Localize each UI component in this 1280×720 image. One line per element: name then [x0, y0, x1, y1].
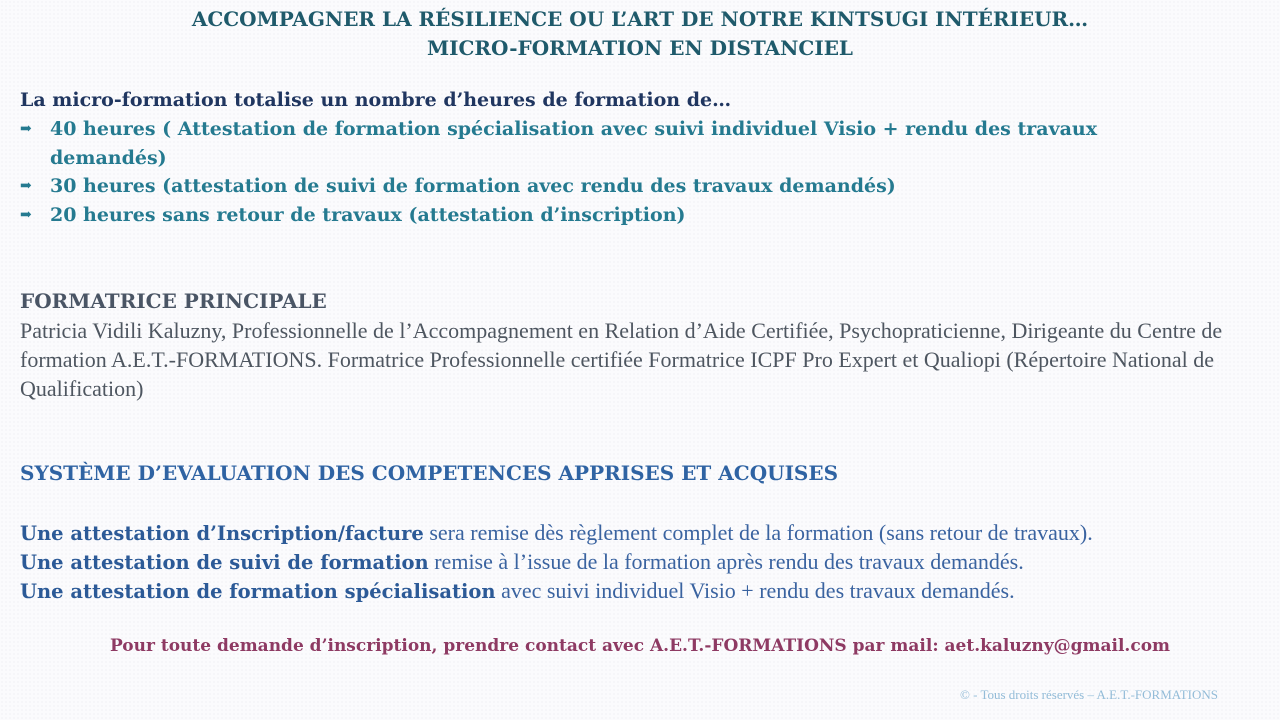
list-item — [20, 115, 1220, 172]
attestation-title: Une attestation d’Inscription/facture — [20, 522, 424, 545]
page-title-line-2: MICRO-FORMATION EN DISTANCIEL — [427, 36, 853, 60]
copyright-notice: © - Tous droits réservés – A.E.T.-FORMATIONS — [959, 687, 1218, 702]
hours-item-text: 30 heures (attestation de suivi de formation avec rendu des travaux demandés) — [50, 175, 896, 197]
hours-intro: La micro-formation totalise un nombre d’heures de formation de… — [20, 89, 732, 111]
formatrice-description: Patricia Vidili Kaluzny, Professionnelle de l’Accompagnement en Relation d’Aide Certifiée, Psychopraticienne, Dirigeante du Centre de formation A.E.T.-FORMATIONS. Formatrice Professionnelle certifiée Formatrice ICPF Pro Expert et Qualiopi (Répertoire National de Qualification) — [20, 318, 1223, 401]
attestation-title: Une attestation de formation spécialisation — [20, 580, 496, 603]
evaluation-heading: SYSTÈME D’EVALUATION DES COMPETENCES APPRISES ET ACQUISES — [20, 461, 839, 485]
attestation-detail: avec suivi individuel Visio + rendu des travaux demandés. — [495, 578, 1015, 603]
list-item — [20, 172, 1220, 201]
attestation-line — [20, 518, 1093, 548]
hours-item-text: 40 heures ( Attestation de formation spécialisation avec suivi individuel Visio + rendu des travaux demandés) — [50, 118, 1098, 169]
attestation-title: Une attestation de suivi de formation — [20, 551, 429, 574]
list-item — [20, 201, 1220, 230]
formatrice-heading: FORMATRICE PRINCIPALE — [20, 289, 327, 313]
hours-item-text: 20 heures sans retour de travaux (attestation d’inscription) — [50, 203, 686, 226]
page-title-line-1: ACCOMPAGNER LA RÉSILIENCE OU L’ART DE NOTRE KINTSUGI INTÉRIEUR… — [191, 7, 1089, 31]
attestation-detail: sera remise dès règlement complet de la formation (sans retour de travaux). — [423, 520, 1093, 545]
arrow-right-icon: ➡ — [20, 121, 32, 137]
attestation-line — [20, 576, 1015, 606]
attestation-line — [20, 547, 1024, 577]
hours-list — [20, 115, 1220, 229]
contact-line: Pour toute demande d’inscription, prendre contact avec A.E.T.-FORMATIONS par mail: aet.kaluzny@gmail.com — [109, 636, 1171, 656]
arrow-right-icon: ➡ — [20, 178, 32, 194]
attestation-detail: remise à l’issue de la formation après rendu des travaux demandés. — [428, 549, 1024, 574]
arrow-right-icon: ➡ — [20, 206, 32, 223]
